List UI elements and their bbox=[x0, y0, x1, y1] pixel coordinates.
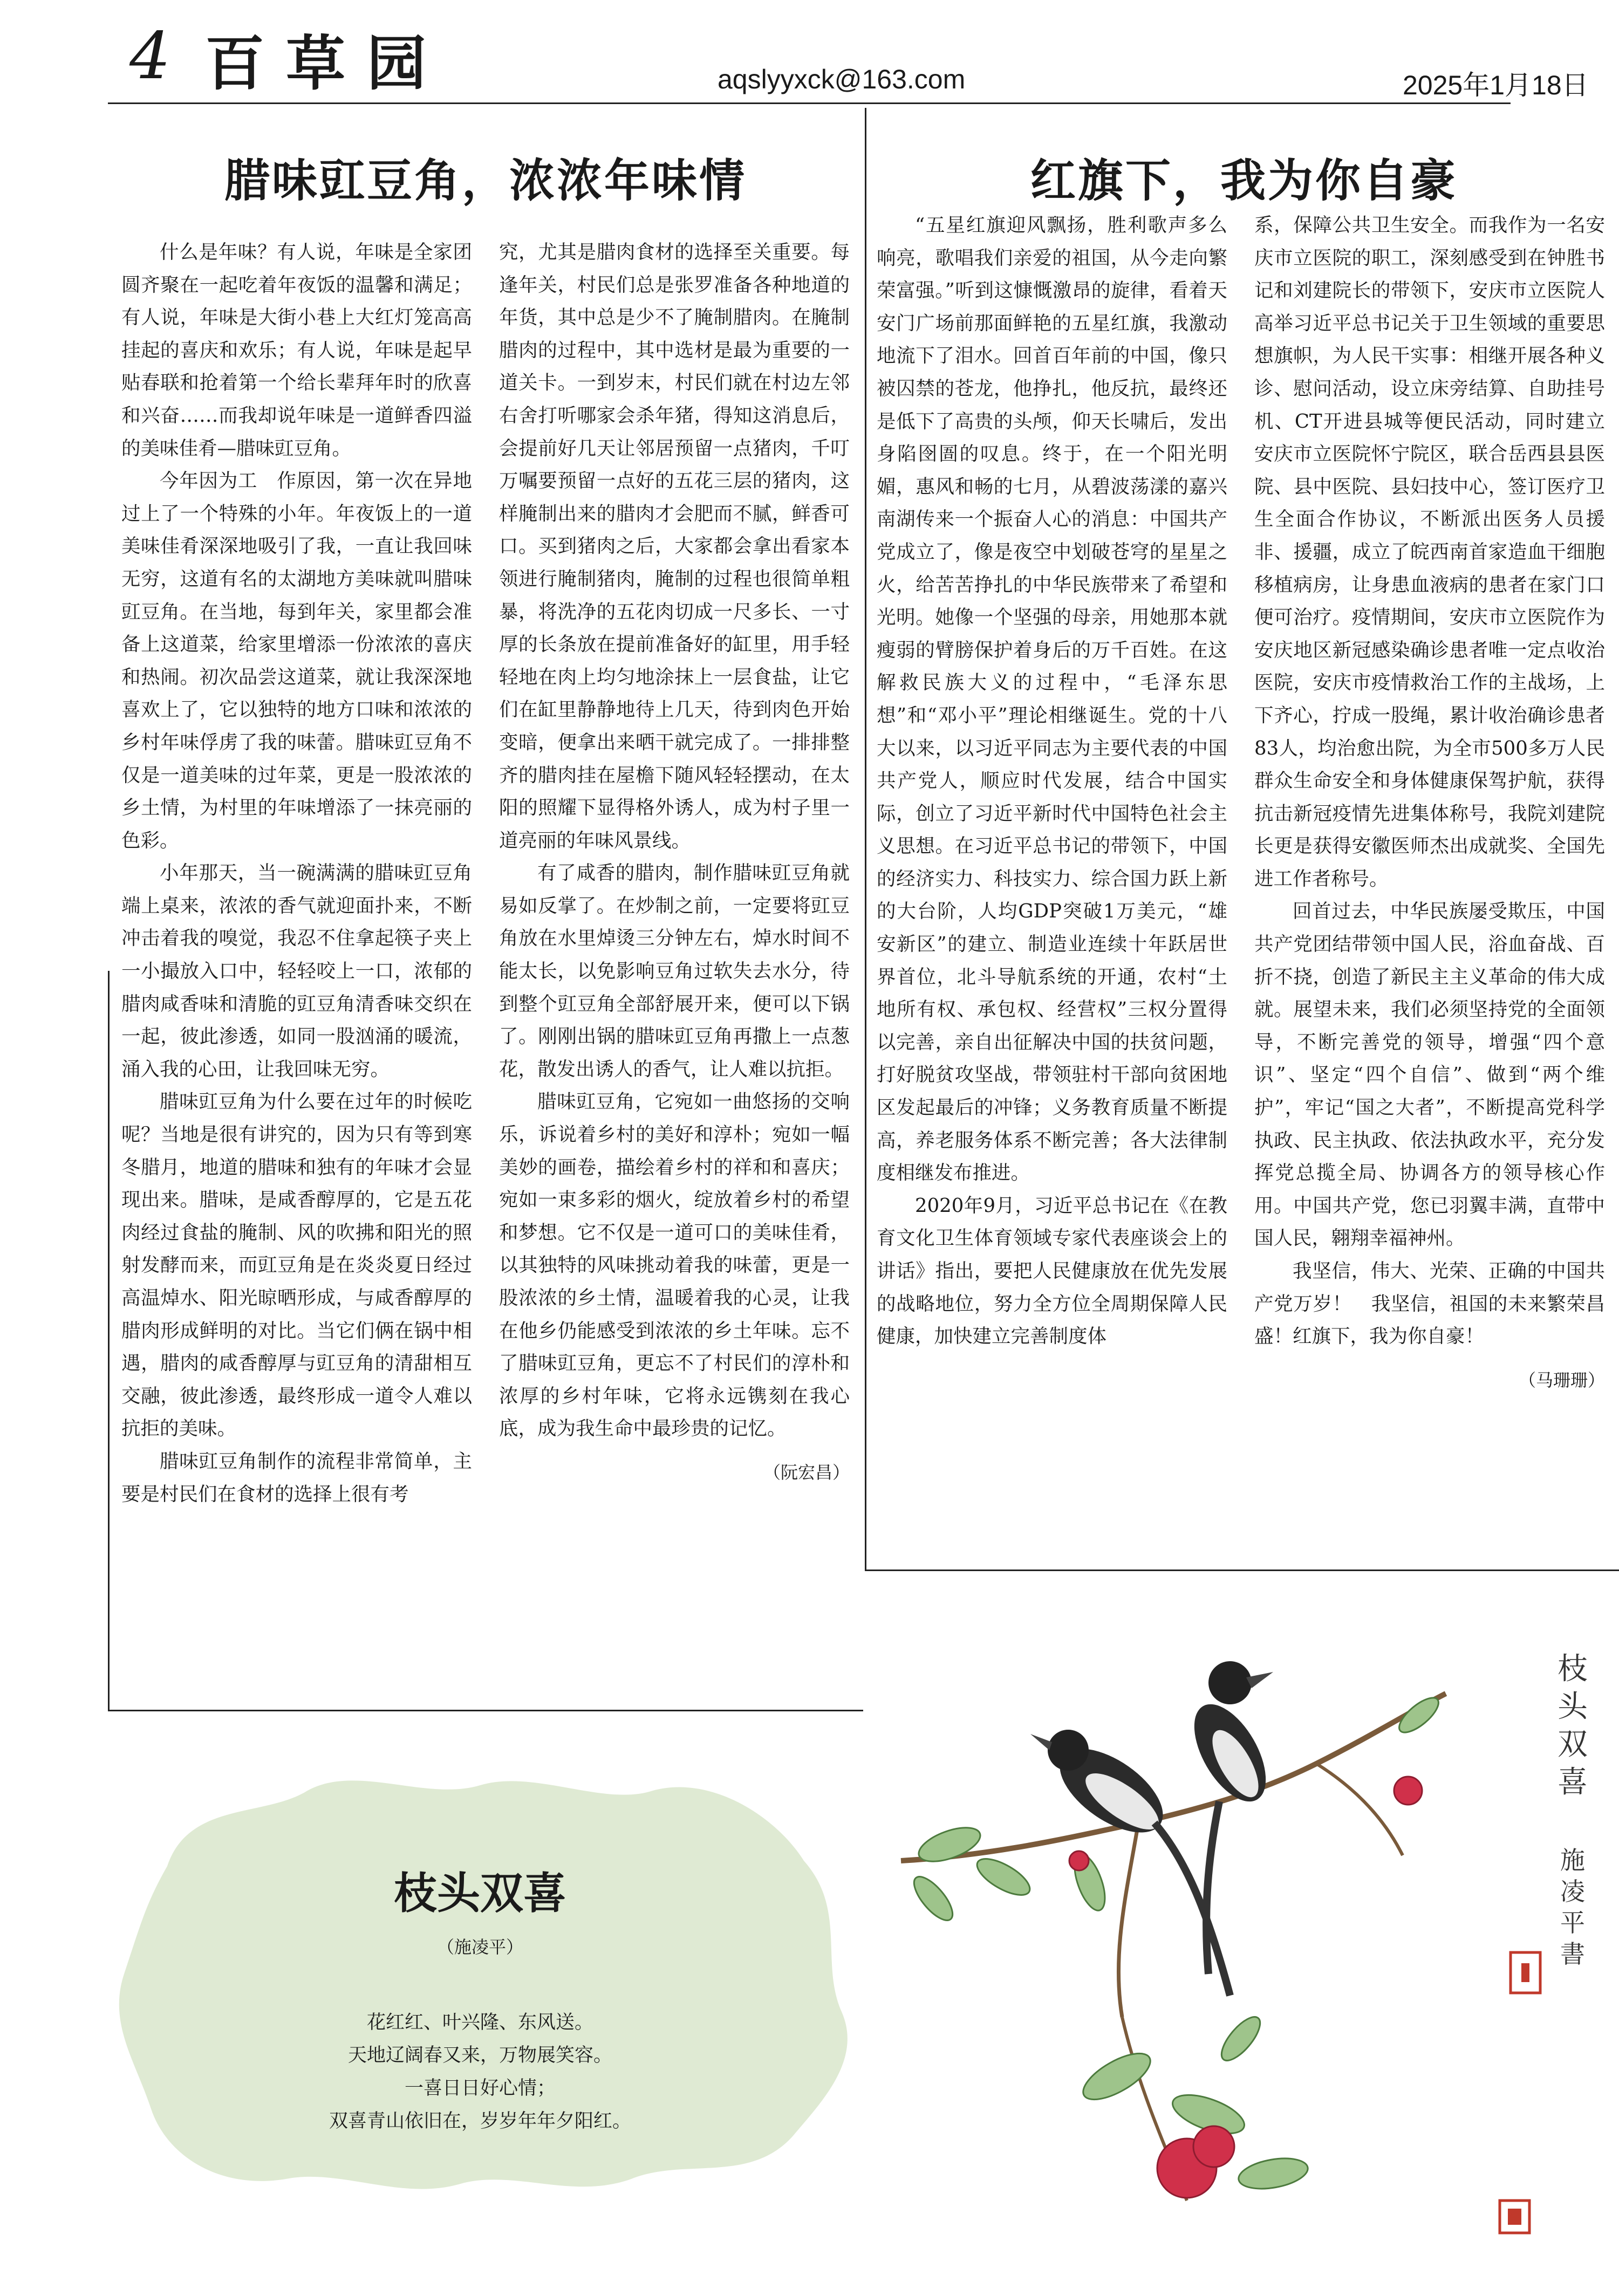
poem-line: 天地辽阔春又来，万物展笑容。 bbox=[347, 2045, 612, 2066]
paragraph: 什么是年味？有人说，年味是全家团圆齐聚在一起吃着年夜饭的温馨和满足；有人说，年味是大街小巷上大红灯笼高高挂起的喜庆和欢乐；有人说，年味是起早贴春联和抢着第一个给长辈拜年时的欣喜和兴奋……而我却说年味是一道鲜香四溢的美味佳肴—腊味豇豆角。 bbox=[121, 241, 472, 460]
right-article-bottom-rule bbox=[865, 1569, 1619, 1571]
article-right-column-2 bbox=[1254, 209, 1605, 1396]
column-divider bbox=[865, 108, 866, 1571]
paragraph: 腊味豇豆角为什么要在过年的时候吃呢？当地是很有讲究的，因为只有等到寒冬腊月，地道的腊味和独有的年味才会显现出来。腊味，是咸香醇厚的，它是五花肉经过食盐的腌制、风的吹拂和阳光的照射发酵而来，而豇豆角是在炎炎夏日经过高温焯水、阳光晾晒形成，与咸香醇厚的腊肉形成鲜明的对比。当它们俩在锅中相遇，腊肉的咸香醇厚与豇豆角的清甜相互交融，彼此渗透，最终形成一道令人难以抗拒的美味。 bbox=[121, 1091, 472, 1440]
article-title-left: 腊味豇豆角，浓浓年味情 bbox=[224, 154, 747, 207]
poem-author: （施凌平） bbox=[436, 1937, 523, 1957]
left-article-bottom-rule bbox=[108, 1710, 863, 1711]
contact-email: aqslyyxck@163.com bbox=[718, 64, 966, 94]
article-left-column-1 bbox=[121, 236, 472, 1511]
issue-date: 2025年1月18日 bbox=[1403, 70, 1589, 100]
paragraph-continued: 究，尤其是腊肉食材的选择至关重要。每逢年关，村民们总是张罗准备各种地道的年货，其中总是少不了腌制腊肉。在腌制腊肉的过程中，其中选材是最为重要的一道关卡。一到岁末，村民们就在村边左邻右舍打听哪家会杀年猪，得知这消息后，会提前好几天让邻居预留一点猪肉，千叮万嘱要预留一点好的五花三层的猪肉，这样腌制出来的腊肉才会肥而不腻，鲜香可口。买到猪肉之后，大家都会拿出看家本领进行腌制猪肉，腌制的过程也很简单粗暴，将洗净的五花肉切成一尺多长、一寸厚的长条放在提前准备好的缸里，用手轻轻地在肉上均匀地涂抹上一层食盐，让它们在缸里静静地待上几天，待到肉色开始变暗，便拿出来晒干就完成了。一排排整齐的腊肉挂在屋檐下随风轻轻摆动，在太阳的照耀下显得格外诱人，成为村子里一道亮丽的年味风景线。 bbox=[499, 241, 850, 852]
poem-line: 一喜日日好心情； bbox=[404, 2078, 556, 2099]
article-right-column-1 bbox=[877, 209, 1227, 1353]
article-title-right: 红旗下，我为你自豪 bbox=[1030, 154, 1458, 207]
page-number: 4 bbox=[129, 19, 171, 94]
paragraph: 2020年9月，习近平总书记在《在教育文化卫生体育领域专家代表座谈会上的讲话》指出，要把人民健康放在优先发展的战略地位，努力全方位全周期保障人民健康，加快建立完善制度体 bbox=[877, 1194, 1227, 1348]
section-masthead: 百草园 bbox=[205, 29, 448, 98]
left-article-side-rule bbox=[108, 971, 110, 1711]
paragraph: 小年那天，当一碗满满的腊味豇豆角端上桌来，浓浓的香气就迎面扑来，不断冲击着我的嗅觉，我忍不住拿起筷子夹上一小撮放入口中，轻轻咬上一口，浓郁的腊肉咸香味和清脆的豇豆角清香味交织在一起，彼此渗透，如同一股汹涌的暖流，涌入我的心田，让我回味无穷。 bbox=[121, 862, 472, 1080]
paragraph-continued: 系，保障公共卫生安全。而我作为一名安庆市立医院的职工，深刻感受到在钟胜书记和刘建院长的带领下，安庆市立医院人高举习近平总书记关于卫生领域的重要思想旗帜，为人民干实事：相继开展各种义诊、慰问活动，设立床旁结算、自助挂号机、CT开进县城等便民活动，同时建立安庆市立医院怀宁院区，联合岳西县县医院、县中医院、县妇技中心，签订医疗卫生全面合作协议，不断派出医务人员援非、援疆，成立了皖西南首家造血干细胞移植病房，让身患血液病的患者在家门口便可治疗。疫情期间，安庆市立医院作为安庆地区新冠感染确诊患者唯一定点收治医院，安庆市疫情救治工作的主战场，上下齐心，拧成一股绳，累计收治确诊患者83人，均治愈出院，为全市500多万人民群众生命安全和身体健康保驾护航，获得抗击新冠疫情先进集体称号，我院刘建院长更是获得安徽医师杰出成就奖、全国先进工作者称号。 bbox=[1254, 214, 1605, 890]
article-left-column-2 bbox=[499, 236, 850, 1489]
painting-inscription: 枝头双喜 bbox=[1557, 1651, 1588, 1800]
poem-line: 双喜青山依旧在，岁岁年年夕阳红。 bbox=[329, 2110, 631, 2132]
paragraph: 今年因为工 作原因，第一次在异地过上了一个特殊的小年。年夜饭上的一道美味佳肴深深地吸引了我，一直让我回味无穷，这道有名的太湖地方美味就叫腊味豇豆角。在当地，每到年关，家里都会准备上这道菜，给家里增添一份浓浓的喜庆和热闹。初次品尝这道菜，就让我深深地喜欢上了，它以独特的地方口味和浓浓的乡村年味俘虏了我的味蕾。腊味豇豆角不仅是一道美味的过年菜，更是一股浓浓的乡土情，为村里的年味增添了一抹亮丽的色彩。 bbox=[121, 470, 472, 852]
paragraph: 腊味豇豆角制作的流程非常简单，主要是村民们在食材的选择上很有考 bbox=[121, 1450, 472, 1505]
paragraph: 腊味豇豆角，它宛如一曲悠扬的交响乐，诉说着乡村的美好和淳朴；宛如一幅美妙的画卷，描绘着乡村的祥和和喜庆；宛如一束多彩的烟火，绽放着乡村的希望和梦想。它不仅是一道可口的美味佳肴，以其独特的风味挑动着我的味蕾，更是一股浓浓的乡土情，温暖着我的心灵，让我在他乡仍能感受到浓浓的乡土年味。忘不了腊味豇豆角，更忘不了村民们的淳朴和浓厚的乡村年味，它将永远镌刻在我心底，成为我生命中最珍贵的记忆。 bbox=[499, 1091, 850, 1440]
paragraph: 有了咸香的腊肉，制作腊味豇豆角就易如反掌了。在炒制之前，一定要将豇豆角放在水里焯烫三分钟左右，焯水时间不能太长，以免影响豆角过软失去水分，待到整个豇豆角全部舒展开来，便可以下锅了。刚刚出锅的腊味豇豆角再撒上一点葱花，散发出诱人的香气，让人难以抗拒。 bbox=[499, 862, 850, 1080]
poem-title: 枝头双喜 bbox=[394, 1868, 566, 1918]
paragraph: 我坚信，伟大、光荣、正确的中国共产党万岁！ 我坚信，祖国的未来繁荣昌盛！红旗下，我为你自豪！ bbox=[1254, 1260, 1605, 1348]
poem-line: 花红红、叶兴隆、东风送。 bbox=[366, 2012, 593, 2033]
header-rule bbox=[108, 102, 1511, 104]
paragraph: “五星红旗迎风飘扬，胜利歌声多么响亮，歌唱我们亲爱的祖国，从今走向繁荣富强。”听到这慷慨激昂的旋律，看着天安门广场前那面鲜艳的五星红旗，我激动地流下了泪水。回首百年前的中国，像只被囚禁的苍龙，他挣扎，他反抗，最终还是低下了高贵的头颅，仰天长啸后，发出身陷囹圄的叹息。终于，在一个阳光明媚，惠风和畅的七月，从碧波荡漾的嘉兴南湖传来一个振奋人心的消息：中国共产党成立了，像是夜空中划破苍穹的星星之火，给苦苦挣扎的中华民族带来了希望和光明。她像一个坚强的母亲，用她那本就瘦弱的臂膀保护着身后的万千百姓。在这解救民族大义的过程中，“毛泽东思想”和“邓小平”理论相继诞生。党的十八大以来，以习近平同志为主要代表的中国共产党人，顺应时代发展，结合中国实际，创立了习近平新时代中国特色社会主义思想。在习近平总书记的带领下，中国的经济实力、科技实力、综合国力跃上新的大台阶，人均GDP突破1万美元，“雄安新区”的建立、制造业连续十年跃居世界首位，北斗导航系统的开通，农村“土地所有权、承包权、经营权”三权分置得以完善，亲自出征解决中国的扶贫问题，打好脱贫攻坚战，带领驻村干部向贫困地区发起最后的冲锋；义务教育质量不断提高，养老服务体系不断完善；各大法律制度相继发布推进。 bbox=[877, 214, 1227, 1184]
painting-signature: 施凌平 書 bbox=[1560, 1846, 1610, 1969]
magpie-painting bbox=[885, 1629, 1586, 2265]
author-byline: （马珊珊） bbox=[1518, 1369, 1605, 1390]
paragraph: 回首过去，中华民族屡受欺压，中国共产党团结带领中国人民，浴血奋战、百折不挠，创造了新民主主义革命的伟大成就。展望未来，我们必须坚持党的全面领导，不断完善党的领导，增强“四个意识”、坚定“四个自信”、做到“两个维护”，牢记“国之大者”，不断提高党科学执政、民主执政、依法执政水平，充分发挥党总揽全局、协调各方的领导核心作用。中国共产党，您已羽翼丰满，直带中国人民，翱翔幸福神州。 bbox=[1254, 900, 1605, 1250]
poem-body bbox=[103, 2006, 858, 2138]
author-byline: （阮宏昌） bbox=[763, 1462, 850, 1483]
